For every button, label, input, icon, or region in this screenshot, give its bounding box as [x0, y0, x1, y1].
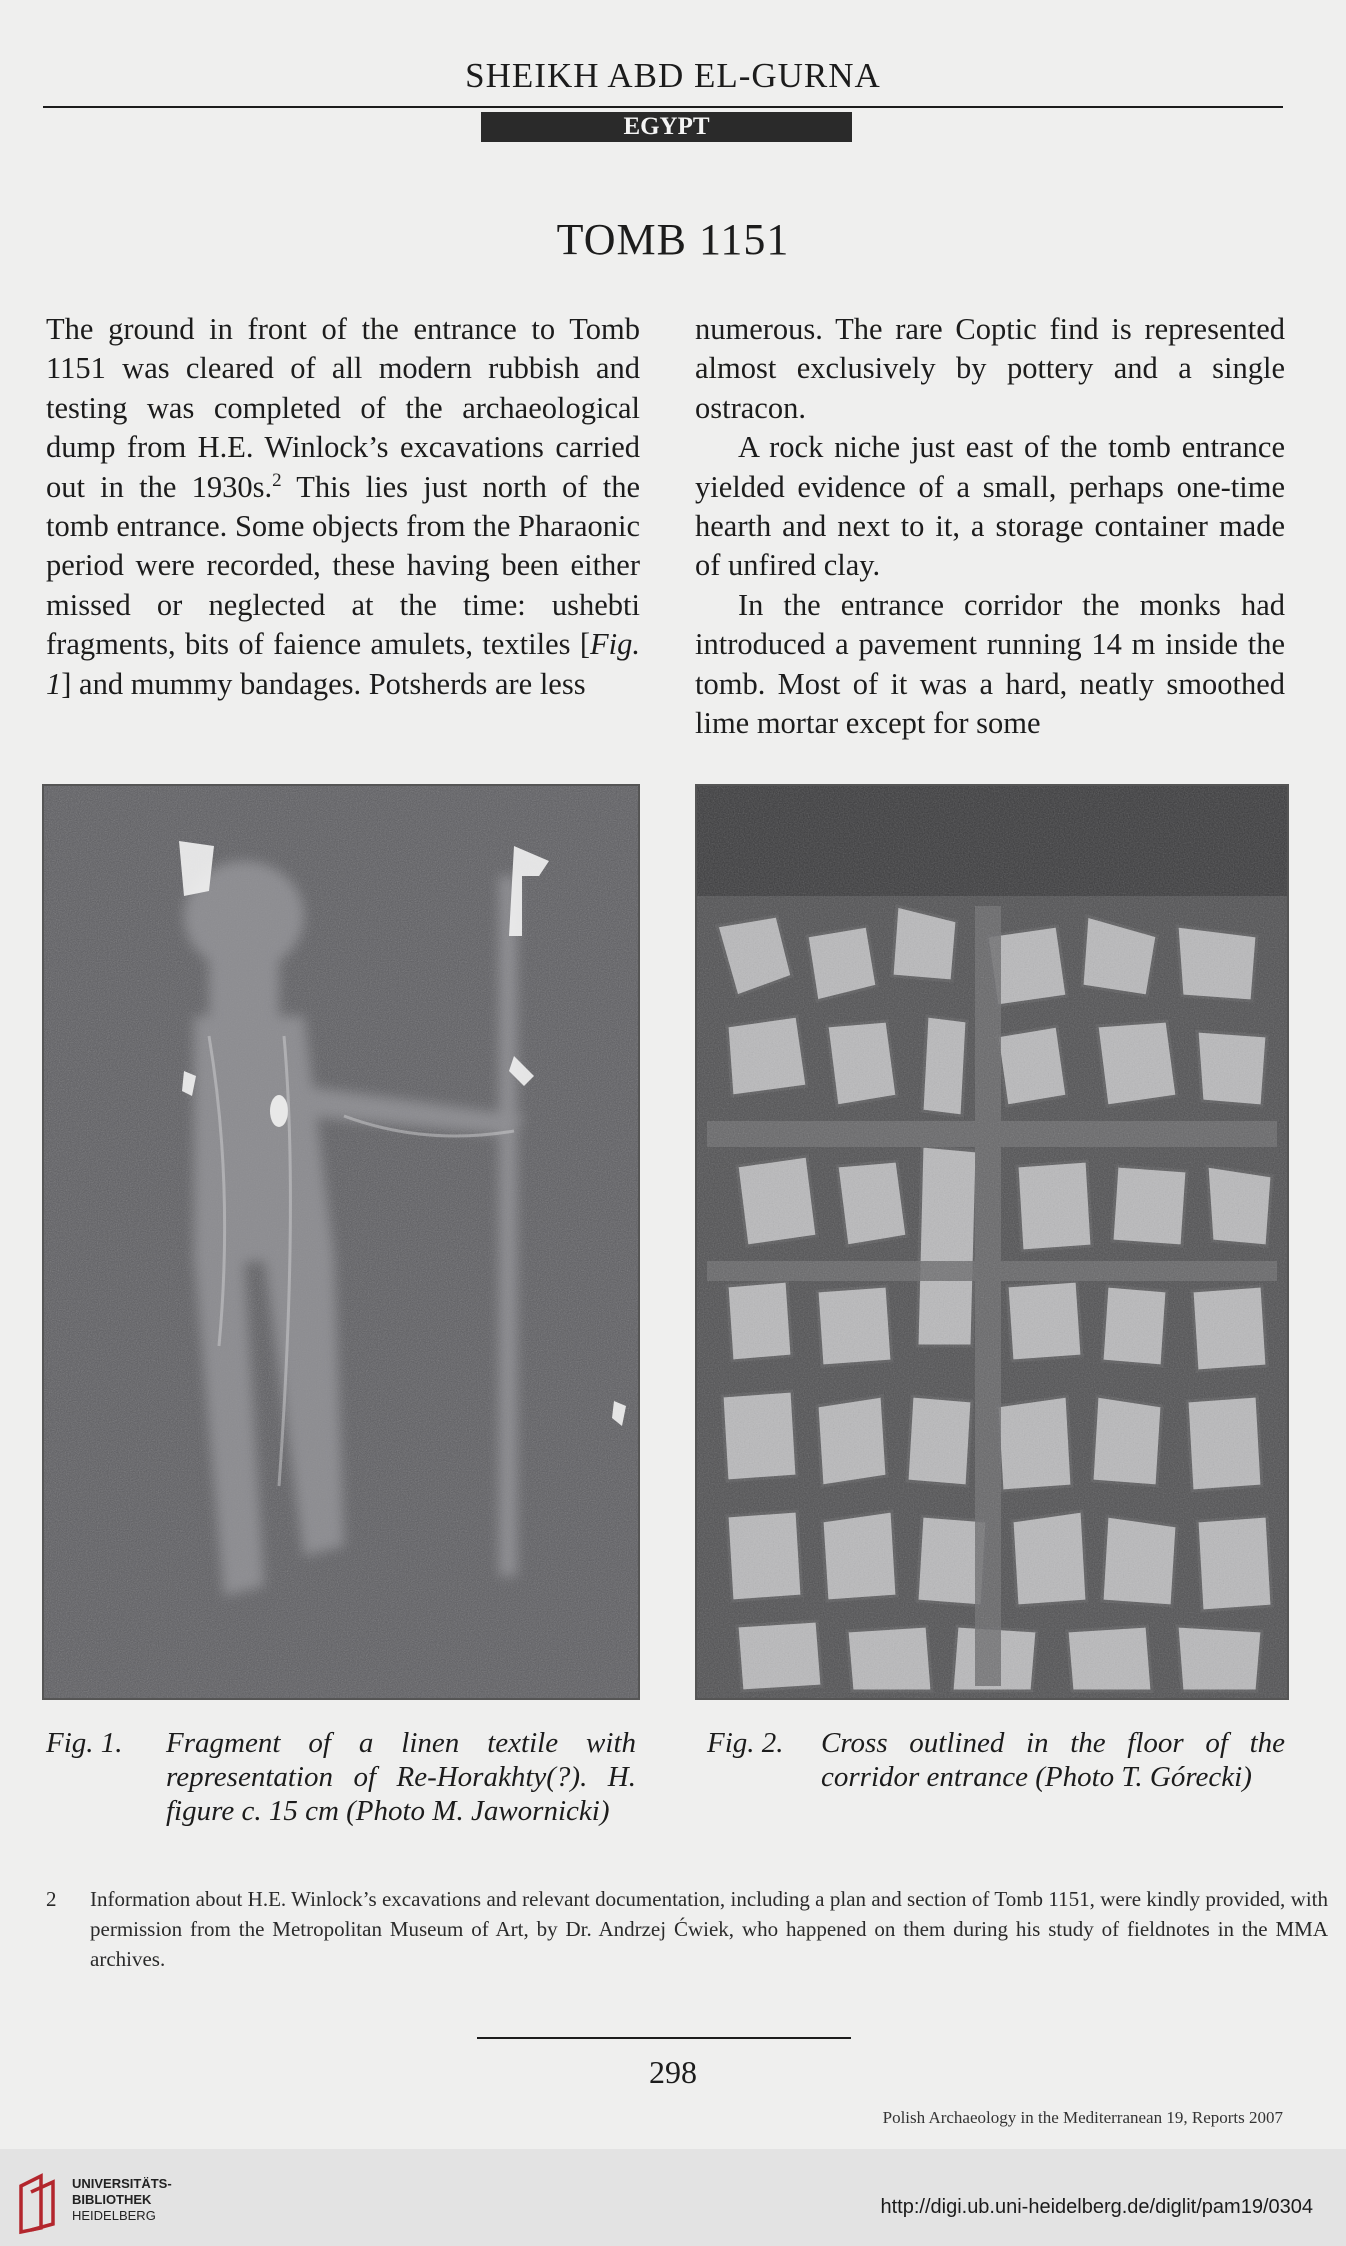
library-name-line: BIBLIOTHEK [72, 2192, 152, 2207]
footer-rule [477, 2037, 851, 2039]
paragraph: A rock niche just east of the tomb entrance yielded evidence of a small, perhaps one-time hearth and next to it, a storage container made of unfired clay. [695, 430, 1285, 583]
footnote-number: 2 [46, 1887, 57, 1911]
library-name-line: UNIVERSITÄTS- [72, 2176, 172, 2191]
linen-textile-photo [44, 786, 638, 1698]
journal-citation: Polish Archaeology in the Mediterranean 19, Reports 2007 [882, 2108, 1283, 2127]
library-name-line: HEIDELBERG [72, 2208, 156, 2223]
footnote-text: Information about H.E. Winlock’s excavations and relevant documentation, including a plan and section of Tomb 1151, were kindly provided, with permission from the Metropolitan Museum of Art, by Dr. Andrzej Ćwiek, who happened on them during his study of fieldnotes in the MMA archives. [90, 1887, 1328, 1971]
figure-label: Fig. 2. [707, 1727, 784, 1759]
header-rule [43, 106, 1283, 108]
figure-label: Fig. 1. [46, 1727, 123, 1759]
text-column-left [46, 310, 640, 704]
country-label: EGYPT [481, 112, 852, 142]
library-name[interactable] [72, 2176, 172, 2224]
paragraph: numerous. The rare Coptic find is represented almost exclusively by pottery and a single ostracon. [695, 312, 1285, 425]
paragraph [46, 310, 640, 704]
paragraph-text: This lies just north of the tomb entrance. Some objects from the Pharaonic period were recorded, these having been either missed or neglected at the time: ushebti fragments, bits of faience amulets, textiles [ [46, 469, 640, 662]
running-head: SHEIKH ABD EL-GURNA [465, 56, 881, 95]
text-column-right [695, 310, 1285, 743]
stone-pavement-cross-photo [697, 786, 1287, 1698]
paragraph: In the entrance corridor the monks had introduced a pavement running 14 m inside the tomb. Most of it was a hard, neatly smoothed lime mortar except for some [695, 587, 1285, 741]
paragraph-text: The ground in front of the entrance to Tomb 1151 was cleared of all modern rubbish and testing was completed of the archaeological dump from H.E. Winlock’s excavations carried out in the 1930s. [46, 312, 640, 504]
caption-text: Fragment of a linen textile with representation of Re-Horakhty(?). H. figure c. 15 cm (Photo M. Jawornicki) [166, 1727, 636, 1827]
university-library-logo-icon[interactable] [15, 2172, 63, 2236]
footnote-reference[interactable]: 2 [272, 469, 282, 491]
caption-text: Cross outlined in the floor of the corridor entrance (Photo T. Górecki) [821, 1727, 1285, 1793]
library-logo-mark [15, 2172, 63, 2236]
source-url-link[interactable]: http://digi.ub.uni-heidelberg.de/diglit/pam19/0304 [880, 2196, 1313, 2218]
figure-2-photo [695, 784, 1289, 1700]
paragraph-text: ] and mummy bandages. Potsherds are less [61, 666, 586, 701]
page-number: 298 [649, 2054, 697, 2090]
article-title: TOMB 1151 [556, 215, 790, 264]
figure-1-photo [42, 784, 640, 1700]
figure-reference-link[interactable]: Fig. 1 [46, 627, 640, 701]
